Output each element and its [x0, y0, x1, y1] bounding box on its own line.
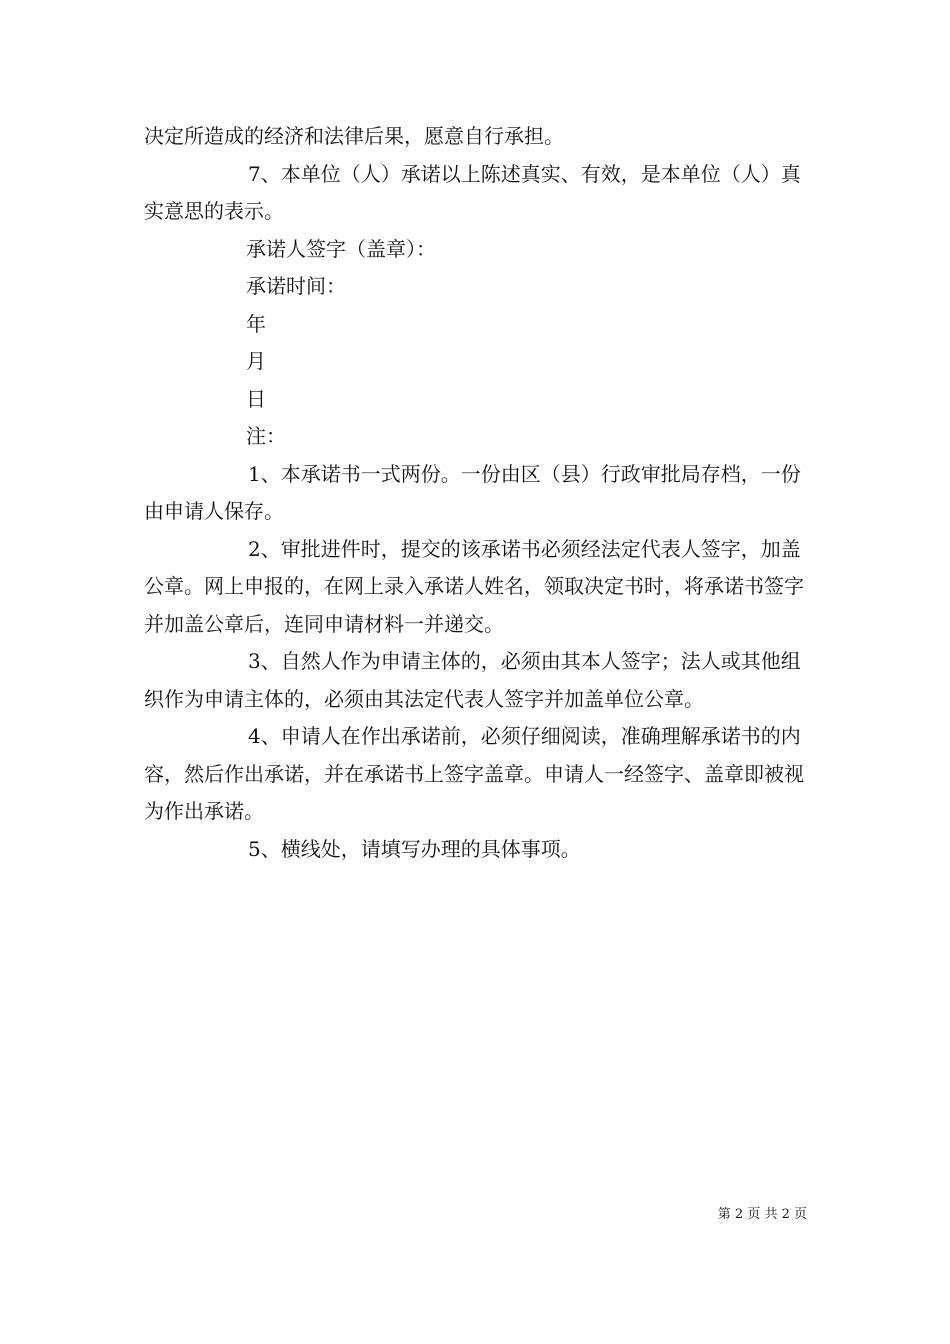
month-label: 月: [246, 349, 266, 373]
note-heading: 注：: [246, 424, 286, 448]
day-label: 日: [246, 386, 266, 411]
continuation-line: 决定所造成的经济和法律后果，愿意自行承担。: [144, 124, 564, 148]
page-number-footer: 第 2 页 共 2 页: [717, 1207, 807, 1222]
year-label: 年: [246, 311, 266, 336]
note-item-3: 3、自然人作为申请主体的，必须由其本人签字；法人或其他组织作为申请主体的，必须由其法定代表人签字并加盖单位公章。: [144, 649, 801, 711]
note-item-4: 4、申请人在作出承诺前，必须仔细阅读，准确理解承诺书的内容，然后作出承诺，并在承诺书上签字盖章。申请人一经签字、盖章即被视为作出承诺。: [144, 724, 804, 823]
note-item-1: 1、本承诺书一式两份。一份由区（县）行政审批局存档，一份由申请人保存。: [144, 461, 801, 523]
document-body: [144, 118, 808, 868]
signature-line: 承诺人签字（盖章）：: [246, 236, 436, 261]
note-item-5: 5、横线处，请填写办理的具体事项。: [248, 836, 581, 861]
pledge-item-7: 7、本单位（人）承诺以上陈述真实、有效，是本单位（人）真实意思的表示。: [144, 161, 801, 223]
note-item-2: 2、审批进件时，提交的该承诺书必须经法定代表人签字，加盖公章。网上申报的，在网上录入承诺人姓名，领取决定书时，将承诺书签字并加盖公章后，连同申请材料一并递交。: [144, 536, 804, 636]
pledge-time-line: 承诺时间：: [246, 274, 346, 298]
